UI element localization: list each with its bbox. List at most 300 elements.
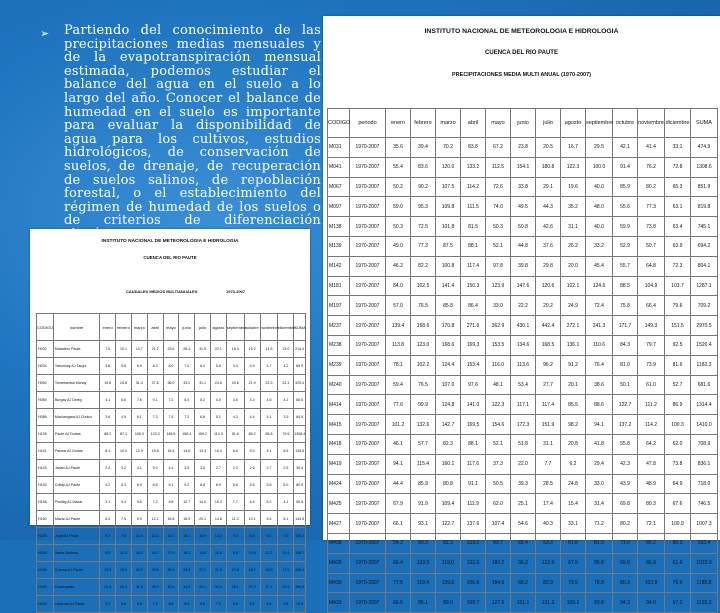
precip-cell: 93.1 [411, 514, 436, 534]
precip-cell: 104.9 [638, 276, 665, 296]
flow-cell: 5.2 [260, 494, 278, 511]
precip-cell: 48.9 [638, 474, 665, 494]
flow-cell: 44.0 [179, 579, 195, 596]
precip-cell: 84.0 [386, 276, 411, 296]
flow-cell: 7.0 [278, 528, 294, 545]
flow-cell: 12.3 [116, 545, 132, 562]
precip-cell: 76.5 [411, 296, 436, 316]
precip-cell: 67.5 [561, 553, 586, 573]
flow-cell: Cuenca AJ Paute [53, 562, 99, 579]
precip-row [328, 296, 718, 316]
precip-cell: 61.6 [665, 553, 691, 573]
flow-cell: H143 [37, 460, 54, 477]
flow-cell: 3.6 [100, 409, 116, 426]
flow-cell: 9.8 [226, 545, 244, 562]
precip-cell: 94.1 [386, 454, 411, 474]
precip-cell: 271.6 [461, 316, 486, 336]
precip-cell: 50.3 [386, 217, 411, 237]
flow-cell: 4.1 [278, 494, 294, 511]
flow-cell: 8.1 [260, 528, 278, 545]
precip-cell: 55.6 [613, 197, 638, 217]
precip-header-cell: febrero [411, 109, 436, 138]
right-sheet-caption: PRECIPITACIONES MEDIA MULTI ANUAL (1970-2007) [452, 72, 591, 78]
precip-cell: 91.2 [561, 355, 586, 375]
precip-cell: 79.5 [561, 573, 586, 593]
precip-cell: 745.1 [691, 217, 718, 237]
precip-cell: 110.6 [586, 335, 613, 355]
precip-cell: 694.2 [691, 236, 718, 256]
flow-cell: 10.4 [210, 443, 226, 460]
right-sheet-subtitle: CUENCA DEL RIO PAUTE [485, 50, 558, 56]
precip-cell: 137.2 [613, 415, 638, 435]
precip-row [328, 415, 718, 435]
precip-cell: 85.5 [561, 395, 586, 415]
flow-cell: 123.3 [147, 426, 163, 443]
precip-cell: 80.2 [638, 533, 665, 553]
flow-cell: 7.4 [163, 409, 179, 426]
precip-cell: 66.1 [386, 514, 411, 534]
precip-cell: 76.5 [411, 375, 436, 395]
flow-cell: 33.2 [179, 375, 195, 392]
precip-cell: 50.5 [486, 474, 511, 494]
precip-cell: 91.9 [411, 494, 436, 514]
flow-cell: 3.6 [195, 460, 211, 477]
precip-cell: 116.0 [486, 355, 511, 375]
precip-cell: 171.7 [613, 316, 638, 336]
flow-cell: 13.4 [147, 528, 163, 545]
precip-cell: 158.6 [411, 316, 436, 336]
precip-cell: 85.9 [411, 474, 436, 494]
flow-row [37, 341, 306, 358]
flow-cell: 18.9 [179, 511, 195, 528]
precip-cell: 62.0 [665, 434, 691, 454]
flow-cell: 4.6 [260, 596, 278, 613]
flow-cell: 5.6 [226, 477, 244, 494]
flow-cell: H088 [37, 409, 54, 426]
precip-cell: 72.5 [411, 217, 436, 237]
precip-cell: 142.7 [436, 415, 461, 435]
precip-cell: 88.6 [586, 395, 613, 415]
precip-header-cell: mayo [486, 109, 511, 138]
precip-cell: 29.1 [536, 177, 561, 197]
precip-header-cell: CODIGO [328, 109, 350, 138]
precip-cell: 59.4 [386, 375, 411, 395]
flow-cell: 69.9 [294, 358, 306, 375]
precip-cell: 69.8 [613, 494, 638, 514]
precip-cell: 117.4 [536, 395, 561, 415]
flow-cell: 27.9 [244, 579, 260, 596]
precip-cell: 52.7 [665, 375, 691, 395]
flow-cell: 18.7 [147, 545, 163, 562]
flow-cell: 158.7 [294, 545, 306, 562]
precip-cell: 362.9 [486, 316, 511, 336]
precip-cell: 1970-2007 [350, 573, 386, 593]
precip-cell: 72.8 [665, 157, 691, 177]
precip-cell: 133.5 [411, 553, 436, 573]
precip-cell: 1520.4 [691, 335, 718, 355]
precip-cell: 98.2 [561, 415, 586, 435]
precip-cell: 113.8 [386, 335, 411, 355]
precip-cell: 35.2 [561, 197, 586, 217]
precip-cell: 87.5 [436, 236, 461, 256]
precip-cell: 124.8 [436, 395, 461, 415]
flow-cell: H158 [37, 562, 54, 579]
precip-cell: 77.5 [386, 573, 411, 593]
precip-cell: 6.2 [561, 454, 586, 474]
precip-cell: 20.1 [561, 375, 586, 395]
left-sheet-period: 1970-2007 [226, 289, 246, 294]
flow-cell: 10.6 [131, 528, 147, 545]
flow-cell: 7.8 [116, 528, 132, 545]
precip-cell: 86.4 [461, 296, 486, 316]
flow-cell: 14.0 [195, 494, 211, 511]
flow-cell: 15.4 [163, 443, 179, 460]
precip-cell: 154.1 [511, 157, 536, 177]
precip-header-cell: junio [511, 109, 536, 138]
precip-cell: M067 [328, 177, 350, 197]
flow-cell: 3.8 [100, 358, 116, 375]
precip-cell: 933.4 [691, 533, 718, 553]
flow-cell: 4.9 [116, 409, 132, 426]
precip-header-cell: septiembre [586, 109, 613, 138]
flow-cell: 3.9 [278, 409, 294, 426]
precip-cell: 55.7 [613, 256, 638, 276]
flow-cell: 2.4 [100, 460, 116, 477]
precip-cell: 96.2 [536, 355, 561, 375]
flow-cell: 8.3 [147, 358, 163, 375]
precip-row [328, 157, 718, 177]
precip-cell: M418 [328, 434, 350, 454]
precip-cell: 20.0 [561, 256, 586, 276]
flow-cell: Tomebamba Monay [53, 375, 99, 392]
precip-cell: 133.2 [461, 533, 486, 553]
precip-cell: 154.6 [486, 415, 511, 435]
flow-cell: 26.4 [179, 341, 195, 358]
flow-cell: Juval AJ Paute [53, 528, 99, 545]
precip-header-cell: diciembre [665, 109, 691, 138]
flow-header-cell: CODIGO [37, 314, 54, 341]
flow-header-cell: septiembre [226, 314, 244, 341]
precip-cell: 78.1 [386, 355, 411, 375]
precip-cell: 1970-2007 [350, 157, 386, 177]
precip-cell: 72.6 [486, 177, 511, 197]
flow-cell: 3.9 [179, 460, 195, 477]
left-sheet-title: INSTITUTO NACIONAL DE METEOROLOGIA E HIDROLOGIA [101, 239, 239, 244]
precip-cell: 1970-2007 [350, 593, 386, 613]
flow-cell: 9.4 [179, 596, 195, 613]
flow-cell: 37.8 [147, 375, 163, 392]
flow-cell: 5.0 [278, 477, 294, 494]
flow-cell: 4.6 [116, 596, 132, 613]
precip-cell: 1970-2007 [350, 533, 386, 553]
flow-cell: 266.6 [294, 562, 306, 579]
precip-cell: 1970-2007 [350, 434, 386, 454]
flow-cell: 90.5 [294, 494, 306, 511]
precip-cell: 1023.9 [691, 553, 718, 573]
flow-cell: 2.7 [260, 460, 278, 477]
precip-cell: 132.6 [411, 415, 436, 435]
precip-cell: 109.8 [436, 197, 461, 217]
precip-cell: 64.2 [638, 434, 665, 454]
flow-cell: 5.5 [210, 358, 226, 375]
precip-cell: 28.5 [536, 474, 561, 494]
precip-cell: 804.1 [691, 256, 718, 276]
precip-cell: 81.9 [586, 533, 613, 553]
precip-cell: 1970-2007 [350, 256, 386, 276]
flow-cell: 11.3 [260, 545, 278, 562]
flow-cell: 3.2 [116, 460, 132, 477]
flow-cell: 10.9 [244, 545, 260, 562]
flow-cell: H150 [37, 511, 54, 528]
precip-cell: 94.1 [586, 415, 613, 435]
flow-cell: 12.9 [131, 443, 147, 460]
flow-cell: 5.0 [147, 460, 163, 477]
flow-cell: 16.2 [179, 545, 195, 562]
precip-cell: 1287.1 [691, 276, 718, 296]
precip-cell: 474.9 [691, 138, 718, 158]
flow-row [37, 579, 306, 596]
precip-cell: M414 [328, 395, 350, 415]
precip-row [328, 454, 718, 474]
flow-cell: 28.8 [179, 562, 195, 579]
precip-cell: 39.8 [511, 256, 536, 276]
precip-cell: 85.1 [411, 593, 436, 613]
flow-cell: 6.6 [195, 409, 211, 426]
precip-cell: 33.1 [561, 514, 586, 534]
precip-cell: 123.0 [411, 335, 436, 355]
precip-cell: 137.6 [461, 514, 486, 534]
precip-cell: 83.6 [411, 157, 436, 177]
precip-cell: 95.3 [411, 197, 436, 217]
precip-cell: 53.3 [536, 533, 561, 553]
flow-cell: 17.9 [163, 545, 179, 562]
precip-cell: M425 [328, 494, 350, 514]
precip-cell: 708.9 [691, 434, 718, 454]
flow-cell: 9.8 [163, 494, 179, 511]
precip-header-cell: noviembre [638, 109, 665, 138]
precip-cell: 92.5 [665, 335, 691, 355]
precip-cell: 77.3 [638, 197, 665, 217]
flow-cell: 8.6 [147, 477, 163, 494]
flow-cell: H162 [37, 596, 54, 613]
precip-cell: 112.5 [486, 157, 511, 177]
flow-cell: 21.4 [100, 579, 116, 596]
precip-cell: 71.0 [613, 533, 638, 553]
flow-cell: 8.8 [244, 528, 260, 545]
flow-cell: H052 [37, 375, 54, 392]
precip-cell: 119.4 [411, 573, 436, 593]
precip-cell: 63.1 [665, 197, 691, 217]
flow-cell: 24.2 [131, 562, 147, 579]
precip-cell: 83.3 [411, 533, 436, 553]
precip-cell: 430.1 [511, 316, 536, 336]
precip-cell: 22.2 [511, 296, 536, 316]
precip-cell: 50.7 [638, 236, 665, 256]
flow-cell: H055 [37, 392, 54, 409]
precip-cell: 117.6 [461, 454, 486, 474]
flow-row [37, 443, 306, 460]
precip-row [328, 434, 718, 454]
flow-cell: 144.5 [294, 511, 306, 528]
flow-cell: 4.9 [244, 358, 260, 375]
flow-cell: 155.4 [179, 426, 195, 443]
flow-cell: 13.3 [195, 443, 211, 460]
precip-cell: 113.6 [511, 355, 536, 375]
precip-cell: 73.8 [638, 217, 665, 237]
flow-cell: 16.0 [226, 341, 244, 358]
precip-cell: 46.2 [386, 256, 411, 276]
flow-header-cell: nombre [53, 314, 99, 341]
precip-cell: 180.2 [486, 553, 511, 573]
precip-cell: 1970-2007 [350, 494, 386, 514]
precip-cell: 72.3 [665, 256, 691, 276]
flow-cell: 2.3 [226, 460, 244, 477]
flow-cell: 23.6 [163, 341, 179, 358]
precip-header-cell: julio [536, 109, 561, 138]
precip-cell: 111.2 [638, 395, 665, 415]
precip-cell: 44.4 [386, 474, 411, 494]
precip-cell: 1970-2007 [350, 335, 386, 355]
flow-cell: 15.2 [131, 545, 147, 562]
precip-cell: 76.2 [638, 157, 665, 177]
precip-cell: 168.6 [436, 335, 461, 355]
flow-header-cell: mayo [163, 314, 179, 341]
precip-cell: 70.2 [436, 138, 461, 158]
flow-header-cell: octubre [244, 314, 260, 341]
precip-cell: 1182.3 [691, 355, 718, 375]
precip-cell: 31.1 [561, 217, 586, 237]
precip-row [328, 197, 718, 217]
precip-cell: M031 [328, 138, 350, 158]
flow-cell: Palmar AJ Dudas [53, 443, 99, 460]
precip-cell: 111.5 [461, 197, 486, 217]
precip-cell: 51.8 [511, 434, 536, 454]
precip-cell: 44.8 [511, 236, 536, 256]
flow-cell: 4.1 [260, 409, 278, 426]
precip-cell: 141.0 [461, 395, 486, 415]
flow-cell: 7.6 [100, 341, 116, 358]
precip-cell: M428 [328, 533, 350, 553]
precip-cell: 64.9 [665, 474, 691, 494]
precip-cell: 61.0 [638, 375, 665, 395]
flow-cell: H032 [37, 341, 54, 358]
precip-cell: 180.8 [536, 157, 561, 177]
flow-cell: 18.3 [260, 562, 278, 579]
precip-cell: 42.3 [613, 454, 638, 474]
flow-cell: Pindilig AJ Mazar [53, 494, 99, 511]
flow-cell: 4.1 [131, 460, 147, 477]
flow-cell: 3.2 [100, 596, 116, 613]
flow-cell: 15.6 [147, 443, 163, 460]
precip-cell: 122.7 [613, 395, 638, 415]
flow-cell: 89.2 [244, 426, 260, 443]
flow-cell: 5.7 [100, 528, 116, 545]
flow-row [37, 477, 306, 494]
precip-cell: 102.1 [561, 276, 586, 296]
flow-cell: H148 [37, 494, 54, 511]
precip-cell: 67.9 [386, 494, 411, 514]
precip-cell: 44.3 [536, 197, 561, 217]
flow-cell: 17.6 [226, 562, 244, 579]
flow-row [37, 358, 306, 375]
precipitation-table-image [323, 16, 720, 606]
precip-cell: 114.2 [638, 415, 665, 435]
precip-cell: 134.6 [511, 335, 536, 355]
precip-cell: 68.2 [511, 573, 536, 593]
flow-header-cell: agosto [210, 314, 226, 341]
precip-cell: 184.6 [486, 573, 511, 593]
precip-cell: 37.6 [536, 236, 561, 256]
flow-cell: H153 [37, 528, 54, 545]
precip-cell: 120.6 [536, 276, 561, 296]
flow-cell: 159.2 [195, 426, 211, 443]
precip-cell: 80.3 [665, 533, 691, 553]
flow-cell: H155 [37, 545, 54, 562]
flow-cell: 9.1 [260, 443, 278, 460]
precip-cell: 50.1 [613, 375, 638, 395]
precip-cell: M139 [328, 236, 350, 256]
precip-cell: 66.5 [386, 593, 411, 613]
precip-cell: 57.7 [411, 434, 436, 454]
precip-cell: 85.8 [586, 553, 613, 573]
precip-cell: 75.8 [613, 296, 638, 316]
flow-cell: 4.4 [226, 358, 244, 375]
precip-cell: 27.7 [536, 375, 561, 395]
precip-cell: 819.8 [691, 197, 718, 217]
precip-cell: 69.8 [613, 553, 638, 573]
flow-cell: 4.3 [244, 392, 260, 409]
precip-cell: 1970-2007 [350, 395, 386, 415]
precip-cell: 59.9 [613, 217, 638, 237]
precip-cell: 89.0 [436, 593, 461, 613]
precip-cell: 20.5 [536, 138, 561, 158]
flow-cell: 80.9 [294, 477, 306, 494]
flow-row [37, 392, 306, 409]
precip-cell: 49.5 [511, 197, 536, 217]
flow-cell: 21.2 [147, 341, 163, 358]
precip-cell: 20.2 [536, 296, 561, 316]
precip-cell: 73.8 [665, 454, 691, 474]
precip-cell: 97.6 [461, 375, 486, 395]
precip-cell: 67.2 [486, 138, 511, 158]
flow-cell: 4.1 [100, 392, 116, 409]
flow-cell: 20.6 [226, 375, 244, 392]
precip-cell: 43.9 [613, 474, 638, 494]
precip-cell: 19.6 [561, 177, 586, 197]
flow-cell: Jadan AJ Paute [53, 460, 99, 477]
flow-cell: Burgay AJ Deleg [53, 392, 99, 409]
flow-cell: 4.3 [226, 409, 244, 426]
flow-cell: 4.2 [278, 358, 294, 375]
precip-cell: 272.1 [561, 316, 586, 336]
precip-cell: 88.5 [613, 276, 638, 296]
flow-cell: 15.2 [163, 528, 179, 545]
flow-cell: 3.1 [100, 494, 116, 511]
flow-cell: 4.7 [260, 358, 278, 375]
precip-cell: 29.5 [586, 138, 613, 158]
flow-cell: Machangara AJ Chulco [53, 409, 99, 426]
precip-cell: 1970-2007 [350, 236, 386, 256]
precip-cell: 91.1 [461, 474, 486, 494]
flow-cell: 4.2 [278, 392, 294, 409]
flow-cell: 22.1 [278, 375, 294, 392]
precip-row [328, 256, 718, 276]
precip-cell: 50.2 [386, 177, 411, 197]
precip-cell: 49.0 [386, 236, 411, 256]
flow-cell: 18.7 [244, 562, 260, 579]
precip-cell: 57.0 [386, 296, 411, 316]
precip-cell: 85.9 [613, 177, 638, 197]
